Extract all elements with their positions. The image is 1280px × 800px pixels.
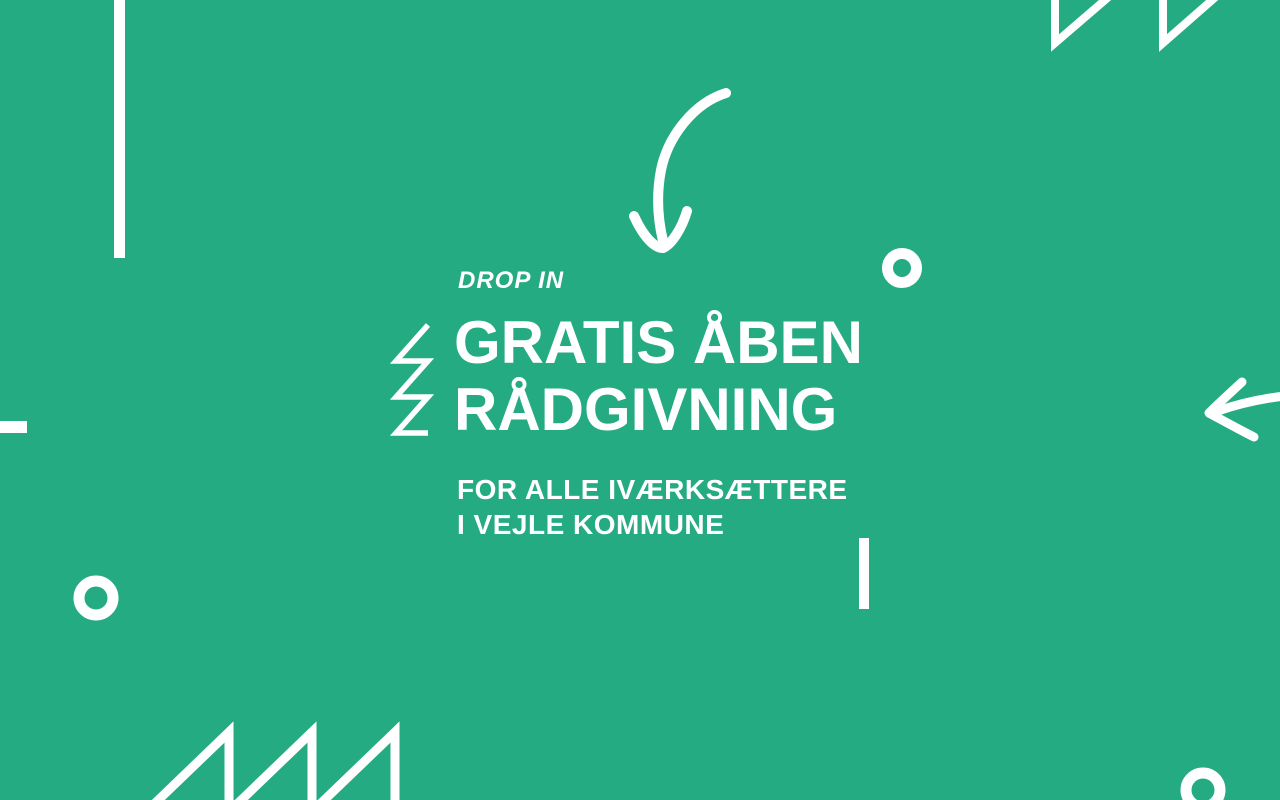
page-title-line2: RÅDGIVNING xyxy=(454,376,838,443)
subtitle-line1: FOR ALLE IVÆRKSÆTTERE xyxy=(457,474,848,505)
subtitle xyxy=(457,472,848,542)
subtitle-line2: I VEJLE KOMMUNE xyxy=(457,509,725,540)
page-title xyxy=(454,309,863,443)
eyebrow-label: DROP IN xyxy=(458,267,565,294)
page-title-line1: GRATIS ÅBEN xyxy=(454,309,863,376)
